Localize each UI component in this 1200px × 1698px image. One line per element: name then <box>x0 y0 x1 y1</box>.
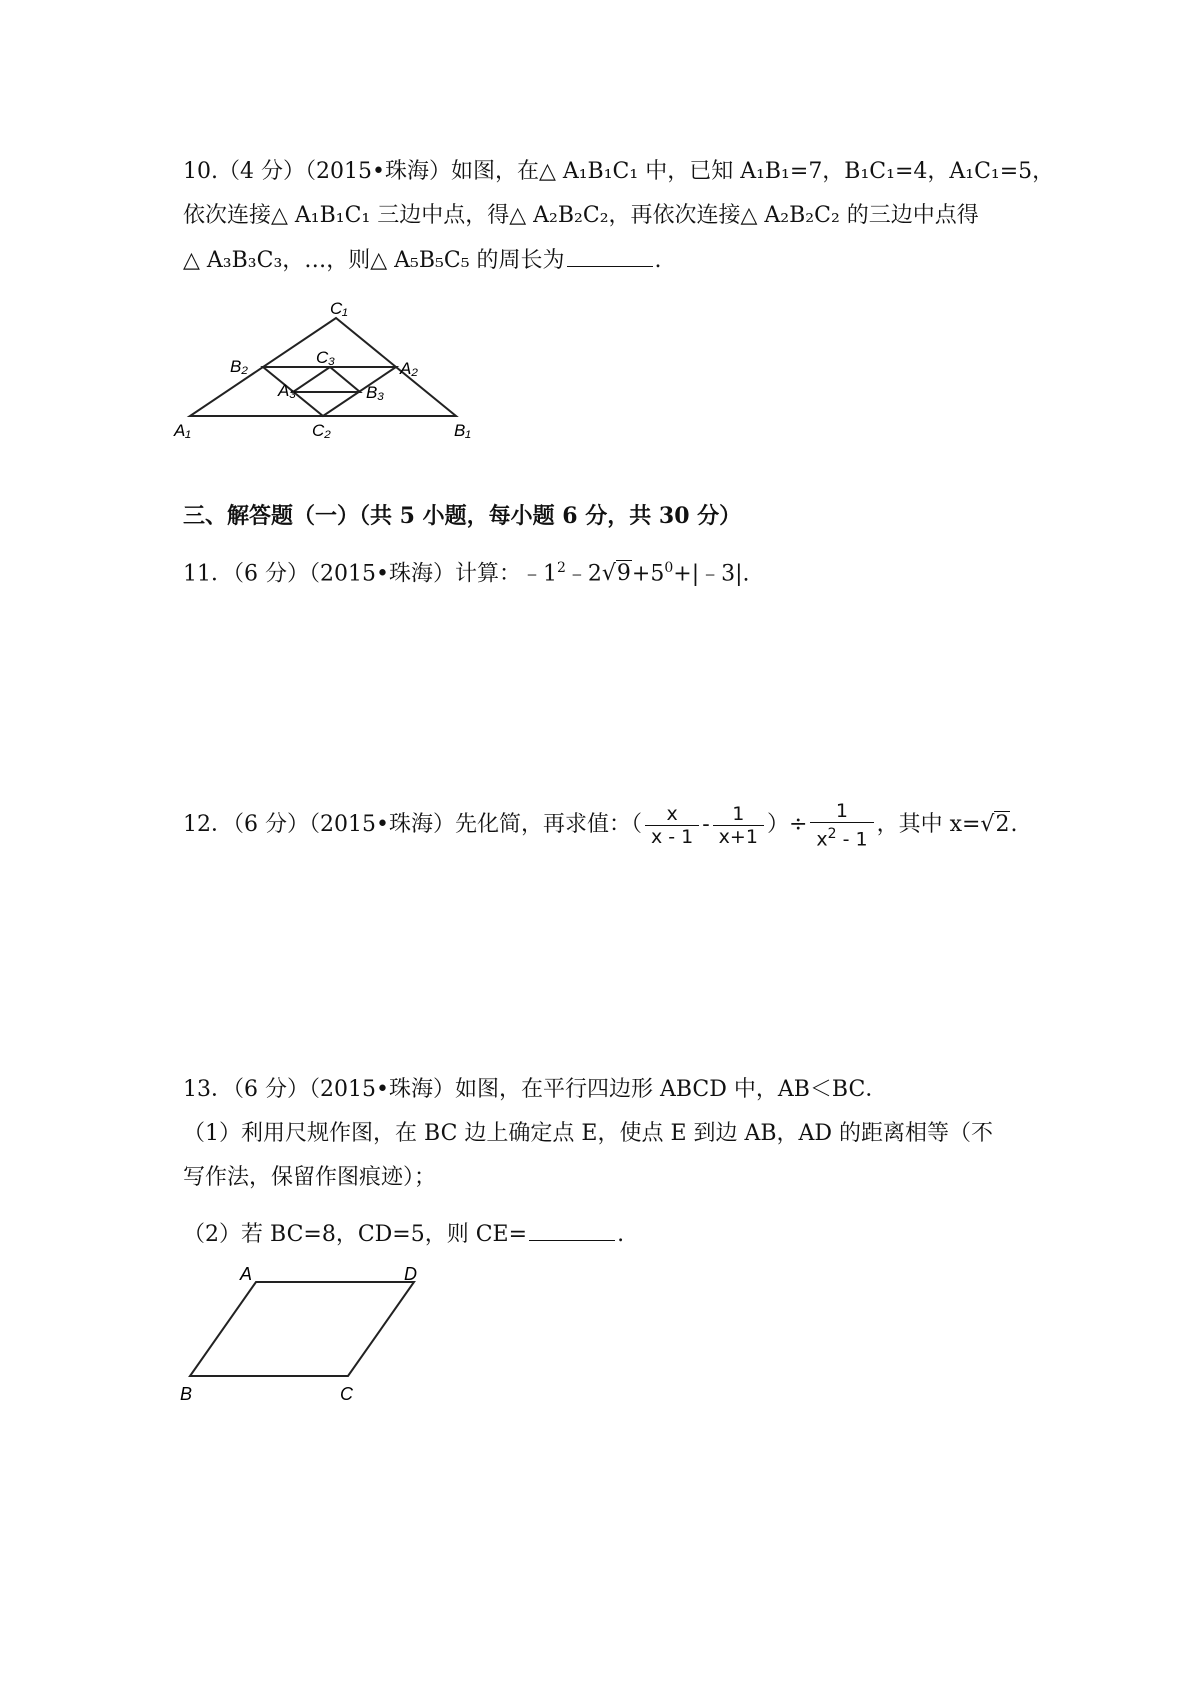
q10-period: . <box>654 248 662 273</box>
q12-suffix: ，其中 x= <box>876 812 981 838</box>
sqrt-2: √2 <box>980 812 1010 838</box>
label-a2: A₂ <box>400 359 418 378</box>
q13-line-2: （1）利用尺规作图，在 BC 边上确定点 E，使点 E 到边 AB，AD 的距离相等（不 <box>183 1121 994 1146</box>
q11-prefix: 11．（6 分）（2015•珠海）计算： <box>183 561 521 587</box>
q11-line <box>183 552 750 590</box>
label-b1: B₁ <box>454 421 471 440</box>
q11-exp-c: 0 <box>664 560 674 576</box>
q13-line-4-text: （2）若 BC=8，CD=5，则 CE= <box>183 1222 528 1247</box>
fraction-x-over-x-minus-1: $\frac{x}{x - 1}$ <box>645 803 699 848</box>
q12-prefix: 12．（6 分）（2015•珠海）先化简，再求值：（ <box>183 812 642 838</box>
answer-blank <box>567 244 653 267</box>
q11-term-b: ﹣2 <box>565 561 602 587</box>
q11-exp-a: 2 <box>556 560 566 576</box>
q12-period: . <box>1010 812 1018 838</box>
q13-line-4 <box>183 1218 624 1251</box>
label-c: C <box>340 1384 353 1404</box>
triangle-a3b3c3 <box>293 367 360 392</box>
label-b3: B₃ <box>366 383 385 402</box>
label-a3: A₃ <box>278 381 297 400</box>
q11-term-a: ﹣1 <box>520 561 557 587</box>
label-c3: C₃ <box>316 348 336 367</box>
q12-divide: ）÷ <box>766 812 808 838</box>
q11-term-d: +|﹣3|. <box>673 561 750 587</box>
fraction-1-over-x2-minus-1: $\frac{1}{x^2 - 1}$ <box>810 800 873 850</box>
q10-line-3-text: △ A₃B₃C₃，…，则△ A₅B₅C₅ 的周长为 <box>183 248 565 273</box>
q10-line-1: 10.（4 分）（2015•珠海）如图，在△ A₁B₁C₁ 中，已知 A₁B₁=7，B₁C₁=4，A₁C₁=5， <box>183 159 1055 184</box>
q12-line <box>183 800 1017 850</box>
label-c1: C₁ <box>330 299 348 318</box>
q13-line-3: 写作法，保留作图痕迹）； <box>183 1165 437 1190</box>
label-a: A <box>240 1264 253 1284</box>
q10-line-2: 依次连接△ A₁B₁C₁ 三边中点，得△ A₂B₂C₂，再依次连接△ A₂B₂C₂ 的三边中点得 <box>183 203 979 228</box>
q13-period: . <box>617 1222 625 1247</box>
q11-term-c: +5 <box>631 561 665 587</box>
label-b2: B₂ <box>230 357 248 376</box>
label-a1: A₁ <box>174 421 191 440</box>
fraction-1-over-x-plus-1: $\frac{1}{x+1}$ <box>713 803 764 848</box>
q12-minus: - <box>702 812 710 838</box>
sqrt-9: √9 <box>601 561 631 587</box>
label-c2: C₂ <box>312 421 331 440</box>
q10-line-3 <box>183 244 662 277</box>
parallelogram-abcd <box>190 1282 414 1376</box>
label-d: D <box>404 1264 417 1284</box>
triangle-figure <box>170 292 490 442</box>
parallelogram-figure <box>178 1262 438 1412</box>
answer-blank-ce <box>529 1218 615 1241</box>
q13-line-1: 13．（6 分）（2015•珠海）如图，在平行四边形 ABCD 中，AB＜BC． <box>183 1077 888 1102</box>
section-heading: 三、解答题（一）（共 5 小题，每小题 6 分，共 30 分） <box>183 503 742 529</box>
label-b: B <box>180 1384 193 1404</box>
